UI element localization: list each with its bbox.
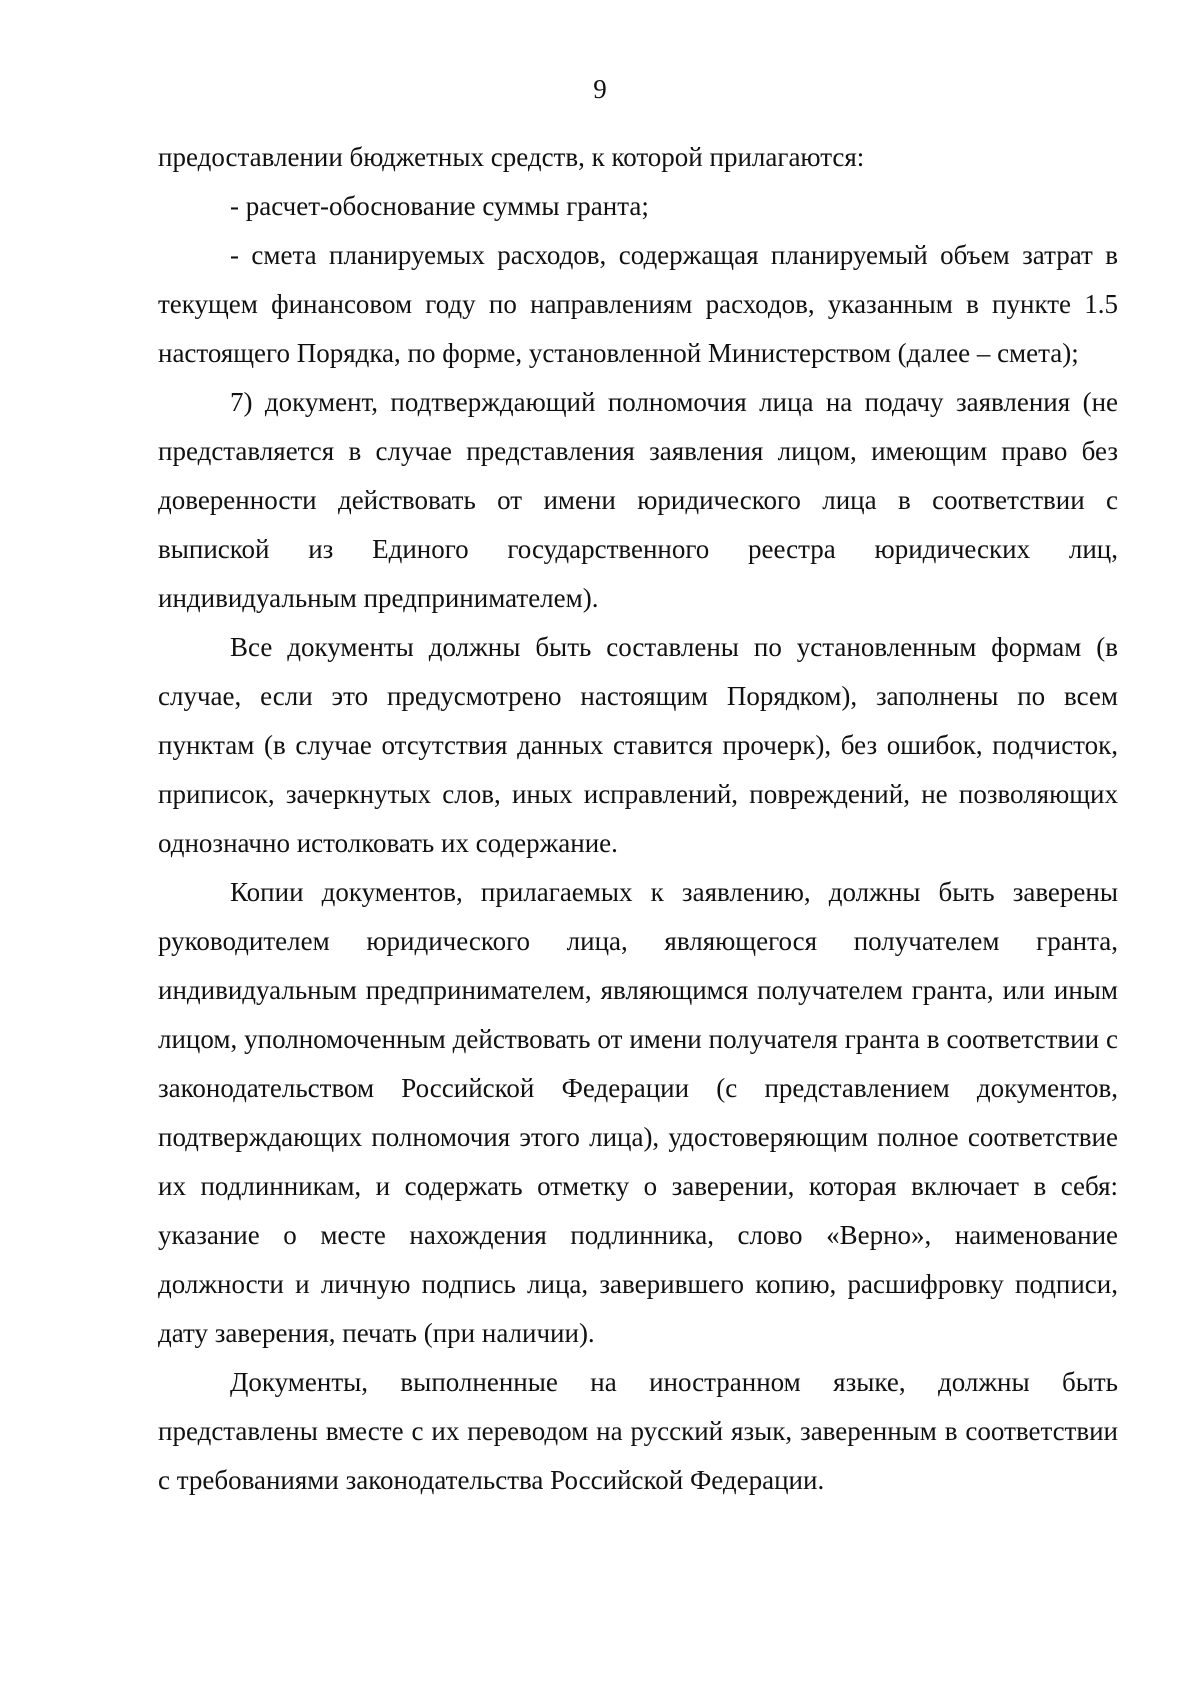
paragraph-continuation: предоставлении бюджетных средств, к которой прилагаются:	[158, 142, 865, 172]
paragraph-document-forms: Все документы должны быть составлены по установленным формам (в случае, если это предусмотрено настоящим Порядком), заполнены по всем пунктам (в случае отсутствия данных ставится прочерк), без ошибок, подчисток, приписок, зачеркнутых слов, иных исправлений, повреждений, не позволяющих однозначно истолковать их содержание.	[158, 632, 1118, 858]
paragraph-copy-certification: Копии документов, прилагаемых к заявлению, должны быть заверены руководителем юридического лица, являющегося получателем гранта, индивидуальным предпринимателем, являющимся получателем гранта, или иным лицом, уполномоченным действовать от имени получателя гранта в соответствии с законодательством Российской Федерации (с представлением документов, подтверждающих полномочия этого лица), удостоверяющим полное соответствие их подлинникам, и содержать отметку о заверении, которая включает в себя: указание о месте нахождения подлинника, слово «Верно», наименование должности и личную подпись лица, заверившего копию, расшифровку подписи, дату заверения, печать (при наличии).	[158, 877, 1118, 1348]
page-number: 9	[593, 74, 607, 104]
paragraph-foreign-language: Документы, выполненные на иностранном языке, должны быть представлены вместе с их переводом на русский язык, заверенным в соответствии с требованиями законодательства Российской Федерации.	[158, 1367, 1118, 1495]
list-item-expense-estimate: - смета планируемых расходов, содержащая планируемый объем затрат в текущем финансовом году по направлениям расходов, указанным в пункте 1.5 настоящего Порядка, по форме, установленной Министерством (далее – смета);	[158, 240, 1118, 368]
list-item-authority-document: 7) документ, подтверждающий полномочия лица на подачу заявления (не представляется в случае представления заявления лицом, имеющим право без доверенности действовать от имени юридического лица в соответствии с выпиской из Единого государственного реестра юридических лиц, индивидуальным предпринимателем).	[158, 387, 1118, 613]
list-item-grant-calculation: - расчет-обоснование суммы гранта;	[230, 191, 649, 221]
document-body	[158, 133, 1118, 1505]
